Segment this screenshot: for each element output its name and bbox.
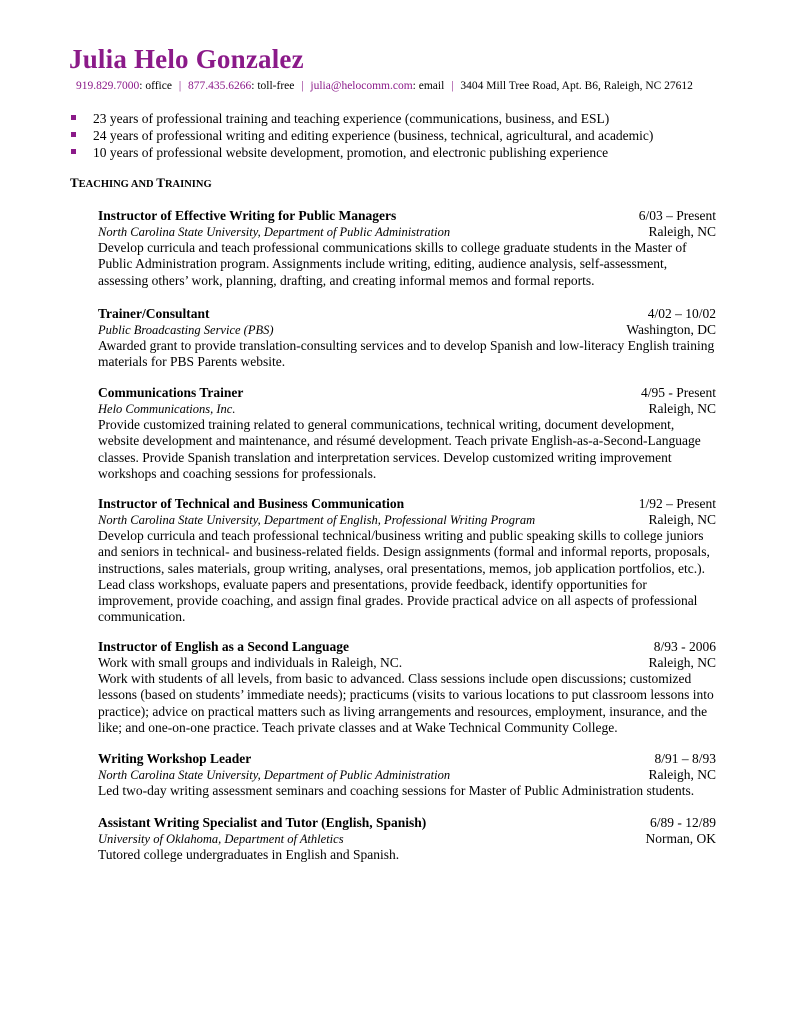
job-entry	[98, 751, 716, 799]
job-location: Norman, OK	[645, 831, 716, 846]
resume-name: Julia Helo Gonzalez	[69, 44, 304, 74]
job-entry	[98, 496, 716, 626]
job-dates: 6/03 – Present	[638, 208, 716, 223]
highlights-list	[70, 110, 653, 161]
square-bullet-icon	[71, 132, 76, 137]
email-link[interactable]: julia@helocomm.com	[310, 80, 413, 92]
job-entry	[98, 385, 716, 482]
job-dates: 6/89 - 12/89	[650, 815, 716, 830]
highlight-item: 24 years of professional writing and editing experience (business, technical, agricultural, and academic)	[70, 127, 653, 144]
job-title: Instructor of English as a Second Language	[98, 639, 350, 654]
job-title: Writing Workshop Leader	[98, 751, 252, 766]
job-dates: 8/93 - 2006	[653, 639, 716, 654]
job-entry	[98, 208, 716, 289]
square-bullet-icon	[71, 149, 76, 154]
job-title: Instructor of Technical and Business Communication	[98, 496, 405, 511]
job-location: Washington, DC	[626, 322, 716, 337]
office-label: : office	[139, 80, 172, 92]
job-description: Provide customized training related to general communications, technical writing, document development, website development and maintenance, and résumé development. Teach private English-as-a-Second-Language classes. Provide Spanish translation and interpretation services. Develop customized writing improvement workshops and coaching sessions for professionals.	[98, 417, 701, 481]
job-organization: North Carolina State University, Department of English, Professional Writing Program	[98, 513, 536, 527]
job-entry	[98, 815, 716, 863]
job-description: Work with students of all levels, from basic to advanced. Class sessions include open discussions; customized lessons (based on students’ immediate needs); practicums (visits to various locations to put classroom lessons into practice); advice on practical matters such as living arrangements and resources, employment, insurance, and the like; and one-on-one practice. Teach private classes and at Wake Technical Community College.	[98, 671, 714, 735]
office-phone[interactable]: 919.829.7000	[76, 80, 140, 92]
job-organization: Helo Communications, Inc.	[98, 402, 236, 416]
highlight-item: 23 years of professional training and teaching experience (communications, business, and ESL)	[70, 110, 653, 127]
square-bullet-icon	[71, 115, 76, 120]
job-dates: 8/91 – 8/93	[654, 751, 716, 766]
job-location: Raleigh, NC	[648, 401, 716, 416]
job-organization: Public Broadcasting Service (PBS)	[98, 323, 274, 337]
job-title: Trainer/Consultant	[98, 306, 210, 321]
job-dates: 1/92 – Present	[638, 496, 716, 511]
job-description: Develop curricula and teach professional communications skills to college graduate students in the Master of Public Administration program. Assignments include writing, editing, audience analysis, self-assessment, assessing others’ work, planning, drafting, and creating informal memos and formal reports.	[98, 240, 687, 288]
job-entry	[98, 306, 716, 371]
job-organization: University of Oklahoma, Department of Athletics	[98, 832, 344, 846]
job-organization: Work with small groups and individuals in Raleigh, NC.	[98, 655, 403, 670]
job-title: Assistant Writing Specialist and Tutor (English, Spanish)	[98, 815, 427, 830]
job-organization: North Carolina State University, Department of Public Administration	[98, 768, 451, 782]
section-heading: TEACHING AND TRAINING	[70, 175, 212, 190]
contact-separator: |	[178, 80, 182, 92]
job-organization: North Carolina State University, Department of Public Administration	[98, 225, 451, 239]
job-description: Tutored college undergraduates in English and Spanish.	[98, 847, 400, 862]
highlight-item: 10 years of professional website development, promotion, and electronic publishing experience	[70, 144, 653, 161]
job-location: Raleigh, NC	[648, 512, 716, 527]
job-title: Communications Trainer	[98, 385, 244, 400]
job-location: Raleigh, NC	[648, 767, 716, 782]
email-label: : email	[412, 80, 445, 92]
job-dates: 4/95 - Present	[641, 385, 716, 400]
job-description: Led two-day writing assessment seminars and coaching sessions for Master of Public Administration students.	[98, 783, 695, 798]
job-location: Raleigh, NC	[648, 224, 716, 239]
contact-separator: |	[451, 80, 454, 92]
contact-line	[76, 80, 693, 92]
job-location: Raleigh, NC	[648, 655, 716, 670]
tollfree-phone[interactable]: 877.435.6266	[188, 80, 252, 92]
job-title: Instructor of Effective Writing for Public Managers	[98, 208, 397, 223]
contact-separator: |	[301, 80, 304, 92]
job-description: Develop curricula and teach professional technical/business writing and public speaking skills to college juniors and seniors in technical- and business-related fields. Design assignments (formal and informal reports, proposals, instructions, sales materials, group writing, analyses, oral presentations, memos, job application portfolios, etc.). Lead class workshops, evaluate papers and presentations, provide feedback, identify opportunities for improvement, provide coaching, and assign final grades. Provide practical advice on all aspects of professional communication.	[98, 528, 710, 625]
job-dates: 4/02 – 10/02	[647, 306, 716, 321]
address: 3404 Mill Tree Road, Apt. B6, Raleigh, NC 27612	[460, 80, 693, 92]
job-description: Awarded grant to provide translation-consulting services and to develop Spanish and low-literacy English training materials for PBS Parents website.	[98, 338, 715, 370]
job-entry	[98, 639, 716, 736]
tollfree-label: : toll-free	[251, 80, 295, 92]
